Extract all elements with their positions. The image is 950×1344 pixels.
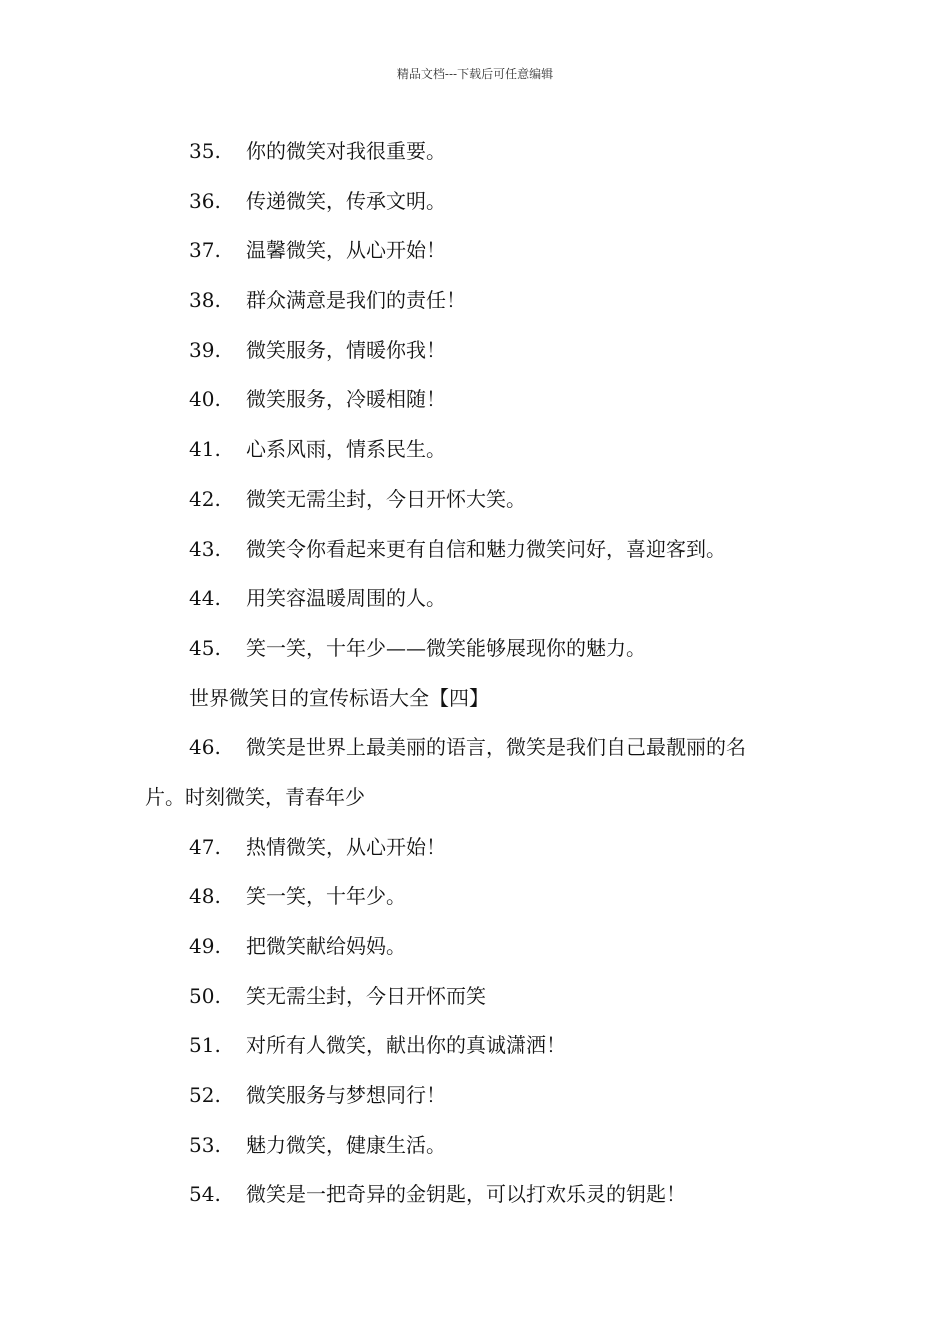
slogan-text: 微笑无需尘封，今日开怀大笑。 <box>246 486 526 511</box>
slogan-item <box>0 1121 950 1171</box>
slogan-number: 41. <box>189 437 221 462</box>
slogan-text: 群众满意是我们的责任！ <box>246 288 466 313</box>
slogan-text: 微笑服务，冷暖相随！ <box>246 387 446 412</box>
slogan-number: 43. <box>189 536 221 561</box>
slogan-number: 48. <box>189 884 221 909</box>
slogan-number: 36. <box>189 188 221 213</box>
section-heading <box>0 674 950 724</box>
slogan-number: 39. <box>189 337 221 362</box>
slogan-item <box>0 872 950 922</box>
slogan-text: 热情微笑，从心开始！ <box>246 834 446 859</box>
slogan-item <box>0 177 950 227</box>
slogan-number: 53. <box>189 1132 221 1157</box>
slogan-item <box>0 525 950 575</box>
slogan-number: 50. <box>189 983 221 1008</box>
slogan-number: 54. <box>189 1182 221 1207</box>
document-body <box>0 127 950 1220</box>
slogan-text: 用笑容温暖周围的人。 <box>246 586 446 611</box>
slogan-item <box>0 475 950 525</box>
slogan-text: 温馨微笑，从心开始！ <box>246 238 446 263</box>
slogan-text: 片。时刻微笑，青春年少 <box>145 784 365 809</box>
slogan-item <box>0 1071 950 1121</box>
slogan-item <box>0 127 950 177</box>
slogan-item <box>0 375 950 425</box>
slogan-number: 44. <box>189 586 221 611</box>
slogan-number: 46. <box>189 735 221 760</box>
slogan-number: 42. <box>189 486 221 511</box>
slogan-text: 微笑服务与梦想同行！ <box>246 1083 446 1108</box>
slogan-continuation <box>0 773 950 823</box>
slogan-item <box>0 276 950 326</box>
slogan-item <box>0 1170 950 1220</box>
slogan-item <box>0 972 950 1022</box>
slogan-item <box>0 922 950 972</box>
slogan-item <box>0 425 950 475</box>
page-header: 精品文档---下载后可任意编辑 <box>396 67 554 81</box>
slogan-text: 微笑是一把奇异的金钥匙，可以打欢乐灵的钥匙！ <box>246 1182 686 1207</box>
slogan-text: 你的微笑对我很重要。 <box>246 139 446 163</box>
slogan-item <box>0 574 950 624</box>
slogan-item <box>0 226 950 276</box>
slogan-text: 魅力微笑，健康生活。 <box>246 1132 446 1157</box>
slogan-text: 笑一笑，十年少——微笑能够展现你的魅力。 <box>246 635 646 660</box>
section-heading-text: 世界微笑日的宣传标语大全【四】 <box>189 685 489 710</box>
slogan-text: 微笑是世界上最美丽的语言，微笑是我们自己最靓丽的名 <box>246 735 746 760</box>
slogan-text: 传递微笑，传承文明。 <box>246 188 446 213</box>
slogan-number: 37. <box>189 238 221 263</box>
slogan-number: 52. <box>189 1083 221 1108</box>
slogan-item <box>0 723 950 773</box>
slogan-number: 40. <box>189 387 221 412</box>
slogan-text: 微笑令你看起来更有自信和魅力微笑问好，喜迎客到。 <box>246 536 726 561</box>
slogan-text: 笑一笑，十年少。 <box>246 884 406 909</box>
slogan-text: 对所有人微笑，献出你的真诚潇洒！ <box>246 1033 566 1058</box>
slogan-item <box>0 624 950 674</box>
slogan-number: 51. <box>189 1033 221 1058</box>
slogan-number: 38. <box>189 288 221 313</box>
slogan-item <box>0 1021 950 1071</box>
slogan-text: 心系风雨，情系民生。 <box>246 437 446 462</box>
slogan-text: 把微笑献给妈妈。 <box>246 934 406 958</box>
slogan-number: 49. <box>189 934 221 958</box>
slogan-text: 微笑服务，情暖你我！ <box>246 337 446 362</box>
slogan-number: 47. <box>189 834 221 859</box>
slogan-text: 笑无需尘封，今日开怀而笑 <box>246 983 486 1008</box>
slogan-item <box>0 326 950 376</box>
slogan-item <box>0 823 950 873</box>
slogan-number: 35. <box>189 139 221 163</box>
slogan-number: 45. <box>189 635 221 660</box>
